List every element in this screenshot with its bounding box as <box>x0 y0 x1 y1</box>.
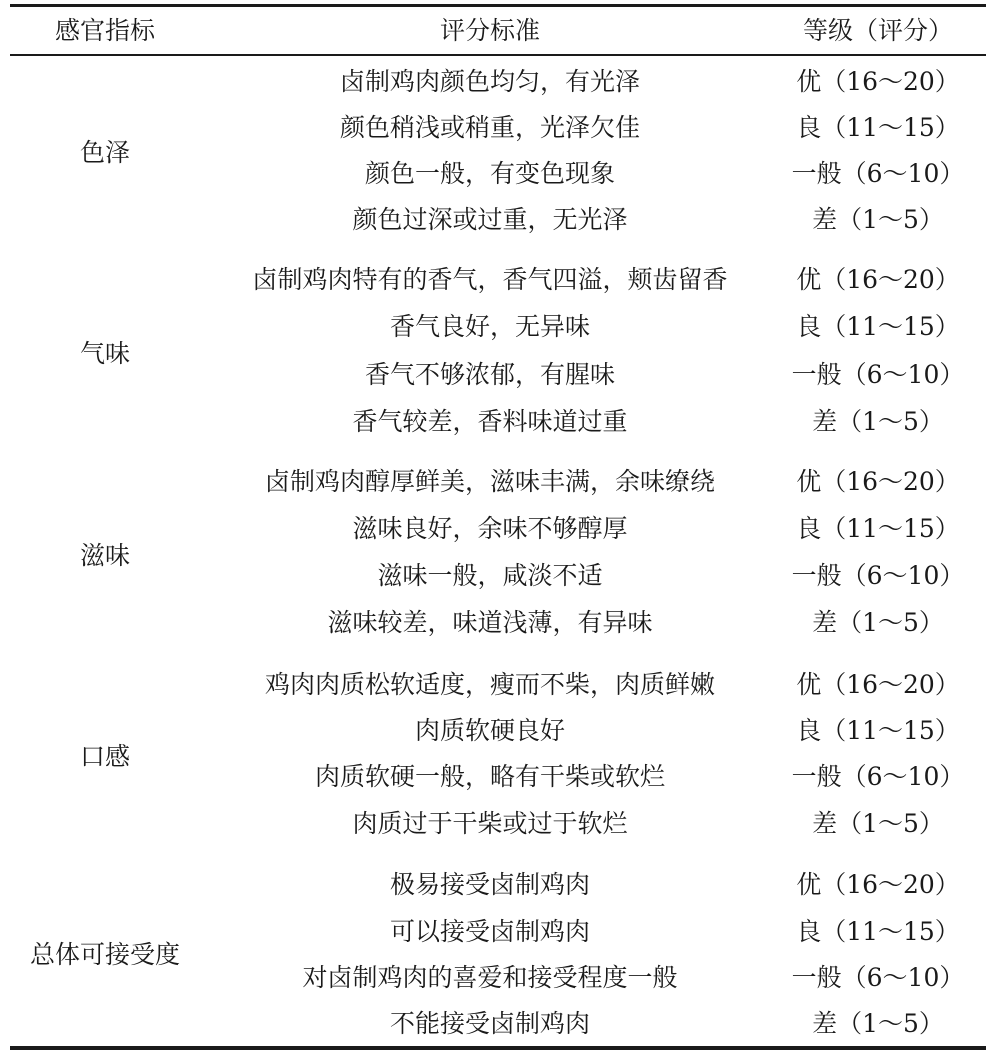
criteria-cell: 鸡肉肉质松软适度，瘦而不柴，肉质鲜嫩 <box>264 669 715 699</box>
table-row <box>10 661 986 707</box>
grade-cell: 优（16～20） <box>796 869 960 899</box>
criteria-cell: 香气不够浓郁，有腥味 <box>364 359 615 389</box>
grade-cell: 良（11～15） <box>796 513 960 543</box>
grade-cell: 优（16～20） <box>796 264 960 294</box>
group-color <box>10 55 986 249</box>
grade-cell: 一般（6～10） <box>791 560 965 590</box>
group-overall-acceptability <box>10 861 986 1055</box>
table-row <box>10 351 986 397</box>
criteria-cell: 对卤制鸡肉的喜爱和接受程度一般 <box>302 962 678 992</box>
grade-cell: 一般（6～10） <box>791 761 965 791</box>
table-row <box>10 505 986 551</box>
criteria-cell: 颜色过深或过重，无光泽 <box>352 204 628 234</box>
grade-cell: 优（16～20） <box>796 466 960 496</box>
criteria-cell: 肉质软硬一般，略有干柴或软烂 <box>314 761 665 791</box>
group-indicator: 滋味 <box>79 540 130 570</box>
group-indicator: 色泽 <box>79 137 130 167</box>
criteria-cell: 极易接受卤制鸡肉 <box>389 869 590 899</box>
criteria-cell: 香气良好，无异味 <box>389 311 590 341</box>
group-indicator: 口感 <box>79 741 130 771</box>
criteria-cell: 卤制鸡肉特有的香气，香气四溢，颊齿留香 <box>252 264 728 294</box>
table-row <box>10 800 986 846</box>
grade-cell: 良（11～15） <box>796 715 960 745</box>
criteria-cell: 肉质过于干柴或过于软烂 <box>352 808 628 838</box>
criteria-cell: 肉质软硬良好 <box>414 715 565 745</box>
grade-cell: 优（16～20） <box>796 669 960 699</box>
group-indicator: 总体可接受度 <box>29 939 180 969</box>
grade-cell: 优（16～20） <box>796 66 960 96</box>
grade-cell: 良（11～15） <box>796 112 960 142</box>
criteria-cell: 滋味较差，味道浅薄，有异味 <box>327 607 653 637</box>
table-row <box>10 256 986 302</box>
grade-cell: 差（1～5） <box>812 204 944 234</box>
table-row <box>10 599 986 645</box>
criteria-cell: 滋味一般，咸淡不适 <box>377 560 603 590</box>
grade-cell: 一般（6～10） <box>791 359 965 389</box>
table-row <box>10 150 986 196</box>
table-bottom-rule <box>10 1046 986 1050</box>
criteria-cell: 可以接受卤制鸡肉 <box>389 916 590 946</box>
group-aroma <box>10 256 986 450</box>
criteria-cell: 卤制鸡肉醇厚鲜美，滋味丰满，余味缭绕 <box>264 466 715 496</box>
criteria-cell: 卤制鸡肉颜色均匀，有光泽 <box>339 66 640 96</box>
header-criteria: 评分标准 <box>439 16 540 45</box>
criteria-cell: 滋味良好，余味不够醇厚 <box>352 513 628 543</box>
header-indicator: 感官指标 <box>54 16 155 45</box>
group-taste <box>10 458 986 652</box>
criteria-cell: 颜色稍浅或稍重，光泽欠佳 <box>339 112 640 142</box>
table-row <box>10 303 986 349</box>
grade-cell: 差（1～5） <box>812 607 944 637</box>
header-grade: 等级（评分） <box>802 16 953 45</box>
table-header <box>10 7 986 54</box>
table-row <box>10 458 986 504</box>
table-row <box>10 196 986 242</box>
group-indicator: 气味 <box>79 338 130 368</box>
table-row <box>10 753 986 799</box>
group-mouthfeel <box>10 659 986 853</box>
grade-cell: 差（1～5） <box>812 1008 944 1038</box>
grade-cell: 差（1～5） <box>812 406 944 436</box>
criteria-cell: 不能接受卤制鸡肉 <box>389 1008 590 1038</box>
table-row <box>10 954 986 1000</box>
table-row <box>10 707 986 753</box>
table-row <box>10 398 986 444</box>
criteria-cell: 颜色一般，有变色现象 <box>364 158 615 188</box>
table-row <box>10 104 986 150</box>
grade-cell: 良（11～15） <box>796 311 960 341</box>
grade-cell: 差（1～5） <box>812 808 944 838</box>
grade-cell: 一般（6～10） <box>791 962 965 992</box>
table-row <box>10 861 986 907</box>
grade-cell: 良（11～15） <box>796 916 960 946</box>
criteria-cell: 香气较差，香料味道过重 <box>352 406 628 436</box>
table-row <box>10 1000 986 1046</box>
table-row <box>10 908 986 954</box>
table-row <box>10 552 986 598</box>
grade-cell: 一般（6～10） <box>791 158 965 188</box>
table-row <box>10 58 986 104</box>
